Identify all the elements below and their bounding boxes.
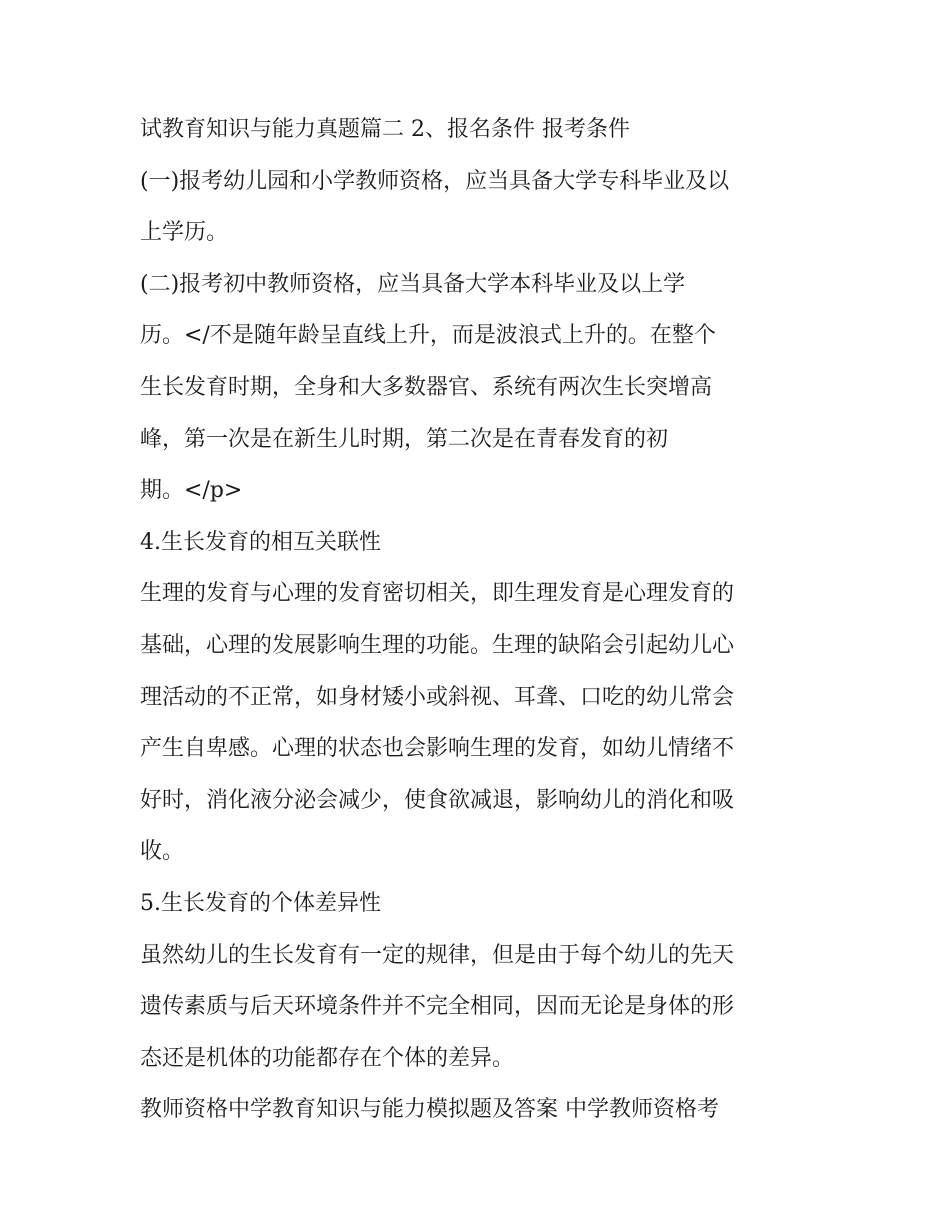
section-heading: 4.生长发育的相互关联性 — [140, 529, 381, 555]
section-heading: 5.生长发育的个体差异性 — [140, 890, 381, 916]
text-line: 基础，心理的发展影响生理的功能。生理的缺陷会引起幼儿心 — [140, 632, 735, 658]
text-line: 上学历。 — [140, 220, 229, 246]
text-line: 好时，消化液分泌会减少，使食欲减退，影响幼儿的消化和吸 — [140, 787, 735, 813]
text-line: 峰，第一次是在新生儿时期，第二次是在青春发育的初 — [140, 426, 669, 452]
document-body — [140, 104, 830, 1136]
text-line: 试教育知识与能力真题篇二 2、报名条件 报考条件 — [140, 117, 630, 142]
text-line: (一)报考幼儿园和小学教师资格，应当具备大学专科毕业及以 — [140, 168, 730, 194]
text-line: 期。</p> — [140, 478, 243, 504]
text-line: 虽然幼儿的生长发育有一定的规律，但是由于每个幼儿的先天 — [140, 942, 735, 968]
text-line: (二)报考初中教师资格，应当具备大学本科毕业及以上学 — [140, 271, 686, 297]
text-line: 理活动的不正常，如身材矮小或斜视、耳聋、口吃的幼儿常会 — [140, 684, 735, 710]
text-line: 态还是机体的功能都存在个体的差异。 — [140, 1045, 515, 1071]
text-line: 教师资格中学教育知识与能力模拟题及答案 中学教师资格考 — [140, 1097, 719, 1123]
text-line: 收。 — [140, 839, 185, 865]
text-line: 历。</不是随年龄呈直线上升，而是波浪式上升的。在整个 — [140, 323, 716, 349]
text-line: 生长发育时期，全身和大多数器官、系统有两次生长突增高 — [140, 374, 713, 400]
text-line: 生理的发育与心理的发育密切相关，即生理发育是心理发育的 — [140, 581, 735, 607]
text-line: 产生自卑感。心理的状态也会影响生理的发育，如幼儿情绪不 — [140, 736, 735, 762]
text-line: 遗传素质与后天环境条件并不完全相同，因而无论是身体的形 — [140, 994, 735, 1020]
